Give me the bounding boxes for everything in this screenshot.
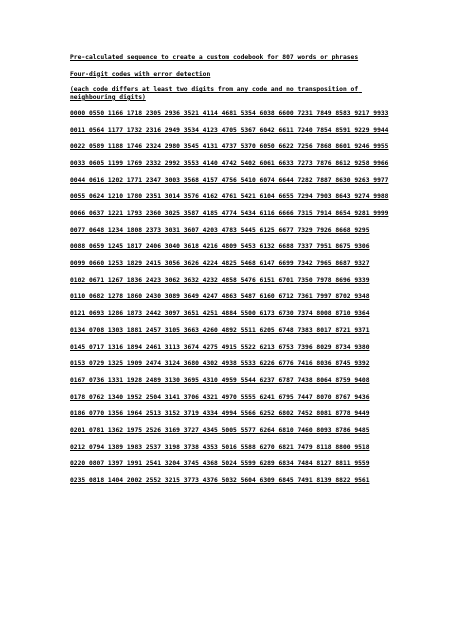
code-row: 0099 0660 1253 1829 2415 3056 3626 4224 4825 5468 6147 6699 7342 7965 8687 9327 — [70, 260, 370, 268]
code-row: 0102 0671 1267 1836 2423 3062 3632 4232 4858 5476 6151 6701 7350 7978 8696 9339 — [70, 276, 370, 284]
code-row: 0145 0717 1316 1894 2461 3113 3674 4275 4915 5522 6213 6753 7396 8029 8734 9380 — [70, 343, 370, 351]
code-row: 0000 0550 1166 1718 2305 2936 3521 4114 4681 5354 6038 6600 7231 7849 8583 9217 9933 — [70, 109, 389, 117]
code-row: 0212 0794 1389 1983 2537 3198 3738 4353 5016 5588 6270 6821 7479 8118 8800 9518 — [70, 443, 370, 451]
document-body — [70, 54, 400, 494]
document-note: (each code differs at least two digits from any code and no transposition of neighbouring digits) — [70, 86, 362, 101]
code-row: 0121 0693 1286 1873 2442 3097 3651 4251 4884 5500 6173 6730 7374 8008 8710 9364 — [70, 310, 370, 318]
code-row: 0134 0708 1303 1881 2457 3105 3663 4260 4892 5511 6205 6748 7383 8017 8721 9371 — [70, 326, 370, 334]
code-row: 0201 0781 1362 1975 2526 3169 3727 4345 5005 5577 6264 6810 7460 8093 8786 9485 — [70, 426, 370, 434]
code-row: 0153 0729 1325 1909 2474 3124 3680 4302 4938 5533 6226 6776 7416 8036 8745 9392 — [70, 360, 370, 368]
code-row: 0088 0659 1245 1817 2406 3040 3618 4216 4809 5453 6132 6688 7337 7951 8675 9306 — [70, 243, 370, 251]
code-row: 0044 0616 1202 1771 2347 3003 3568 4157 4756 5410 6074 6644 7282 7887 8630 9263 9977 — [70, 176, 389, 184]
document-subtitle: Four-digit codes with error detection — [70, 70, 211, 78]
document-title: Pre-calculated sequence to create a custom codebook for 807 words or phrases — [70, 54, 359, 61]
code-row: 0220 0807 1397 1991 2541 3204 3745 4368 5024 5599 6289 6834 7484 8127 8811 9559 — [70, 460, 370, 468]
code-row: 0186 0770 1356 1964 2513 3152 3719 4334 4994 5566 6252 6802 7452 8081 8778 9449 — [70, 410, 370, 418]
code-row: 0022 0589 1188 1746 2324 2980 3545 4131 4737 5370 6050 6622 7256 7868 8601 9246 9955 — [70, 143, 389, 151]
code-row: 0066 0637 1221 1793 2360 3025 3587 4185 4774 5434 6116 6666 7315 7914 8654 9281 9999 — [70, 210, 389, 217]
code-row: 0235 0818 1404 2002 2552 3215 3773 4376 5032 5604 6309 6845 7491 8139 8822 9561 — [70, 477, 370, 484]
code-row: 0011 0564 1177 1732 2316 2949 3534 4123 4705 5367 6042 6611 7240 7854 8591 9229 9944 — [70, 126, 389, 134]
code-row: 0110 0682 1278 1860 2430 3089 3649 4247 4863 5487 6160 6712 7361 7997 8702 9348 — [70, 293, 370, 301]
code-list — [70, 110, 400, 485]
code-row: 0167 0736 1331 1928 2489 3130 3695 4310 4959 5544 6237 6787 7438 8064 8759 9408 — [70, 376, 370, 384]
code-row: 0178 0762 1340 1952 2504 3141 3706 4321 4970 5555 6241 6795 7447 8070 8767 9436 — [70, 393, 370, 401]
code-row: 0055 0624 1210 1780 2351 3014 3576 4162 4761 5421 6104 6655 7294 7903 8643 9274 9988 — [70, 193, 389, 201]
code-row: 0033 0605 1199 1769 2332 2992 3553 4140 4742 5402 6061 6633 7273 7876 8612 9258 9966 — [70, 159, 389, 167]
code-row: 0077 0648 1234 1808 2373 3031 3607 4203 4783 5445 6125 6677 7329 7926 8668 9295 — [70, 226, 370, 234]
